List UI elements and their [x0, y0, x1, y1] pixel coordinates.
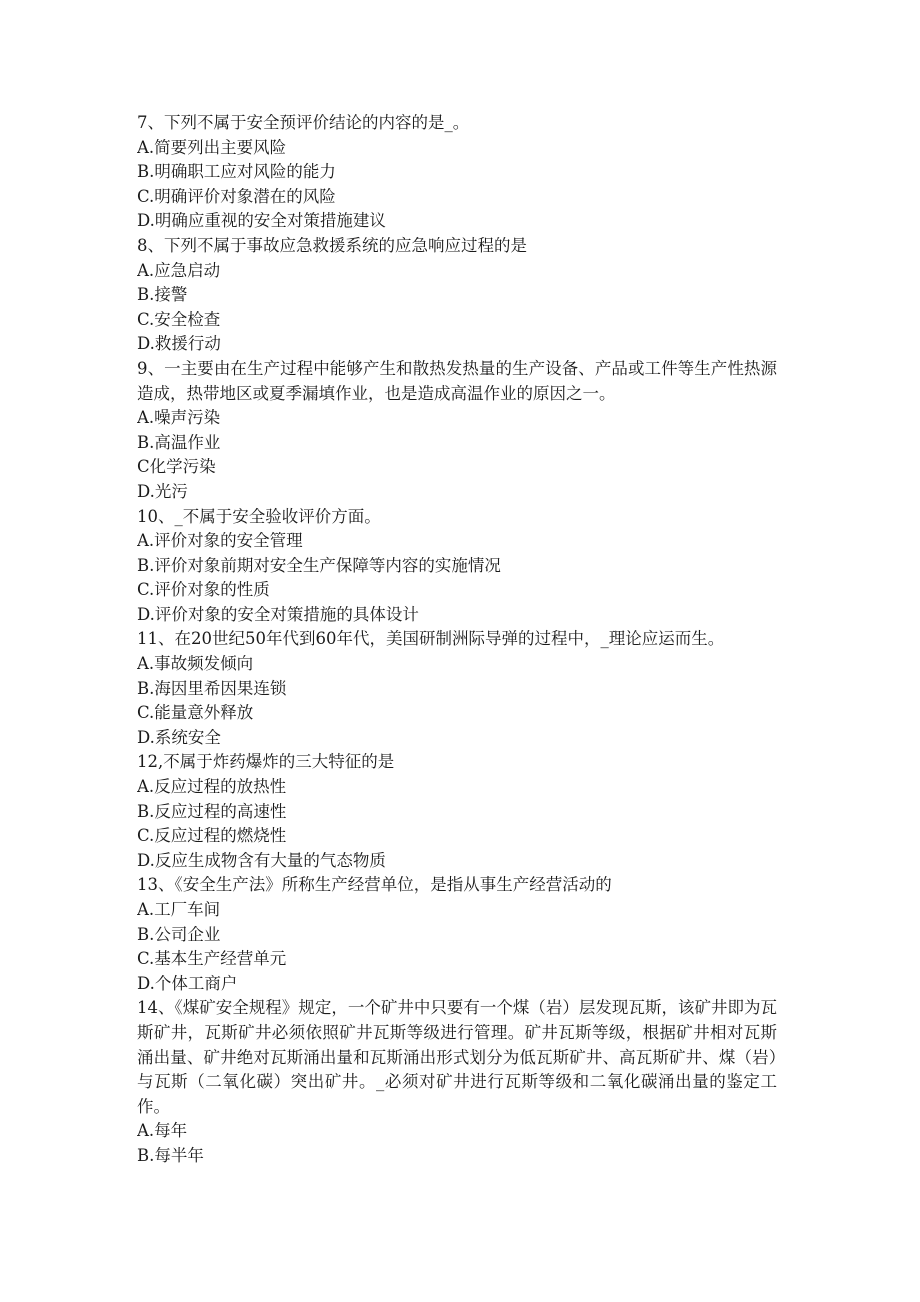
question-stem: 11、在20世纪50年代到60年代，美国研制洲际导弹的过程中，_理论应运而生。	[137, 629, 725, 649]
option-d: D.个体工商户	[137, 973, 238, 993]
question-stem: 9、一主要由在生产过程中能够产生和散热发热量的生产设备、产品或工件等生产性热源造成，热带地区或夏季漏填作业，也是造成高温作业的原因之一。	[137, 358, 777, 403]
option-d: D.反应生成物含有大量的气态物质	[137, 850, 386, 870]
question-9	[137, 357, 777, 505]
question-stem: 14、《煤矿安全规程》规定，一个矿井中只要有一个煤（岩）层发现瓦斯，该矿井即为瓦斯矿井，瓦斯矿井必须依照矿井瓦斯等级进行管理。矿井瓦斯等级，根据矿井相对瓦斯涌出量、矿井绝对瓦斯涌出量和瓦斯涌出形式划分为低瓦斯矿井、高瓦斯矿井、煤（岩）与瓦斯（二氧化碳）突出矿井。_必须对矿井进行瓦斯等级和二氧化碳涌出量的鉴定工作。	[137, 998, 777, 1116]
option-b: B.明确职工应对风险的能力	[137, 162, 336, 182]
option-d: D.救援行动	[137, 334, 221, 354]
option-a: A.评价对象的安全管理	[137, 531, 303, 551]
question-7	[137, 111, 777, 234]
option-c: C.能量意外释放	[137, 703, 254, 723]
option-a: A.工厂车间	[137, 900, 221, 919]
option-b: B.反应过程的高速性	[137, 801, 287, 821]
question-stem: 7、下列不属于安全预评价结论的内容的是_。	[137, 113, 470, 132]
option-c: C.安全检查	[137, 309, 221, 329]
option-b: B.接警	[137, 285, 188, 305]
option-d: D.光污	[137, 481, 188, 501]
question-14	[137, 996, 777, 1168]
question-stem: 8、下列不属于事故应急救援系统的应急响应过程的是	[137, 235, 527, 255]
option-a: A.应急启动	[137, 260, 221, 280]
option-d: D.评价对象的安全对策措施的具体设计	[137, 604, 419, 624]
question-8	[137, 234, 777, 357]
option-c: C化学污染	[137, 457, 216, 477]
option-c: C.反应过程的燃烧性	[137, 826, 287, 846]
option-a: A.反应过程的放热性	[137, 777, 287, 797]
option-b: B.高温作业	[137, 432, 221, 452]
option-a: A.简要列出主要风险	[137, 137, 287, 157]
question-stem: 13、《安全生产法》所称生产经营单位，是指从事生产经营活动的	[137, 875, 612, 895]
question-stem: 10、_不属于安全验收评价方面。	[137, 506, 381, 526]
option-b: B.每半年	[137, 1145, 204, 1165]
option-c: C.评价对象的性质	[137, 580, 270, 600]
option-c: C.基本生产经营单元	[137, 949, 287, 969]
option-c: C.明确评价对象潜在的风险	[137, 186, 336, 206]
option-b: B.海因里希因果连锁	[137, 678, 287, 698]
question-10	[137, 505, 777, 628]
option-d: D.明确应重视的安全对策措施建议	[137, 211, 386, 231]
question-list	[137, 111, 777, 1169]
option-d: D.系统安全	[137, 727, 221, 747]
question-12	[137, 750, 777, 873]
question-stem: 12,不属于炸药爆炸的三大特征的是	[137, 752, 395, 772]
option-b: B.公司企业	[137, 924, 221, 944]
option-a: A.事故频发倾向	[137, 654, 254, 674]
question-13	[137, 873, 777, 996]
question-11	[137, 627, 777, 750]
option-a: A.噪声污染	[137, 408, 221, 428]
option-a: A.每年	[137, 1121, 188, 1141]
option-b: B.评价对象前期对安全生产保障等内容的实施情况	[137, 555, 501, 575]
